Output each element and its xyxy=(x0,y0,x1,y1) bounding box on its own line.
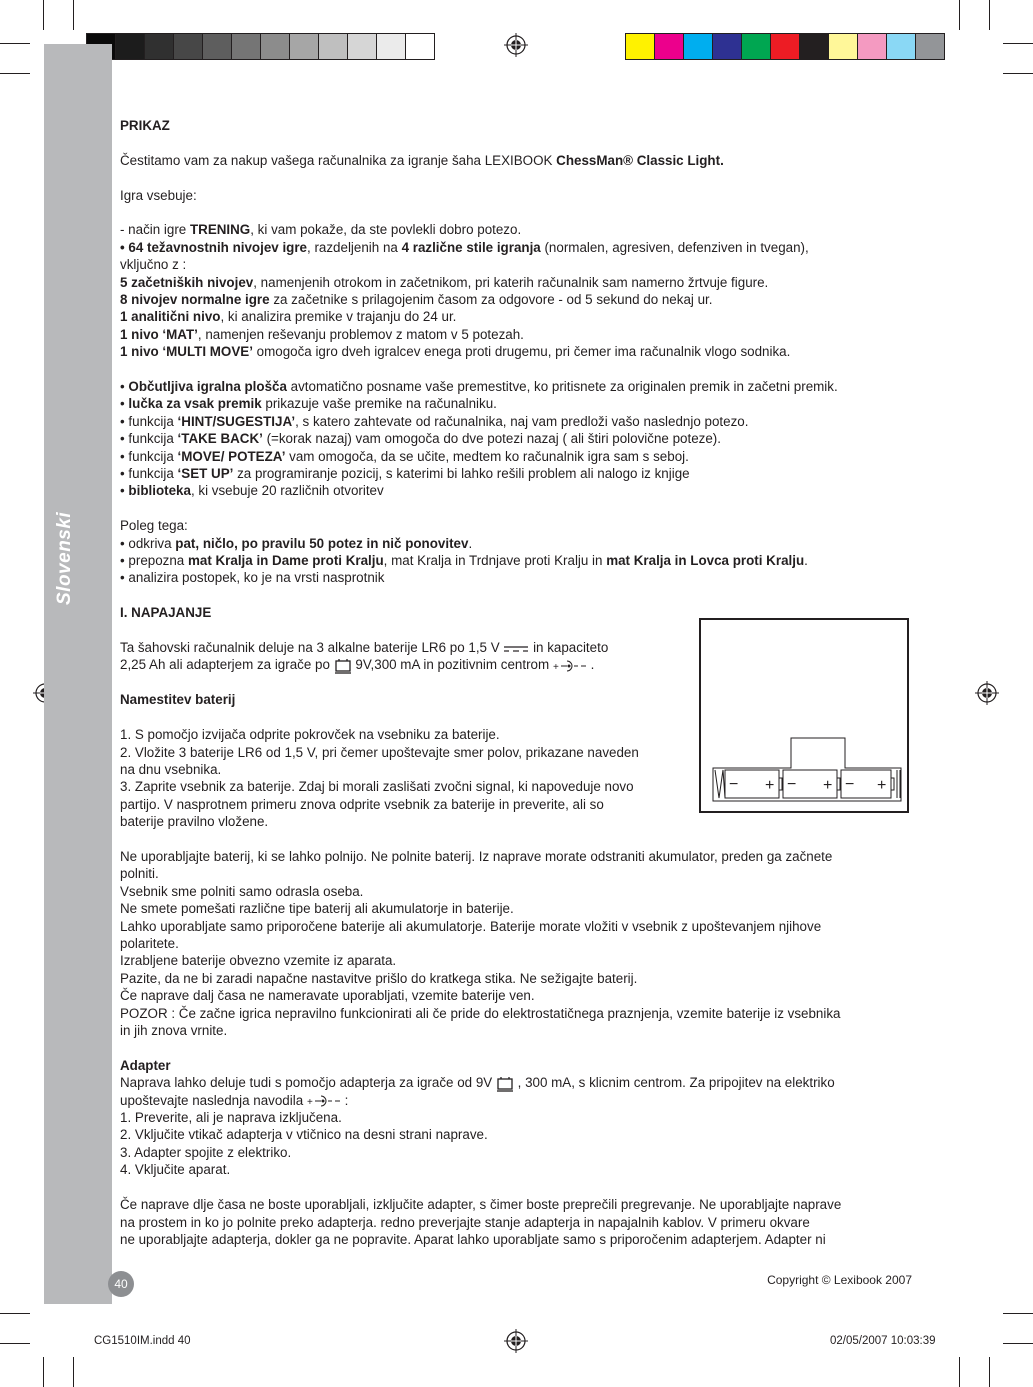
color-swatch xyxy=(886,33,916,60)
feature-line: • funkcija ‘SET UP’ za programiranje pozicij, s katerimi bi lahko rešili problem ali nalogo iz knjige xyxy=(120,466,690,482)
heading-power: I. NAPAJANJE xyxy=(120,605,212,621)
battery-minus-label: − xyxy=(845,776,855,793)
mode-line: 8 nivojev normalne igre za začetnike s prilagojenim časom za odgovore - od 5 sekund do nekaj ur. xyxy=(120,292,713,308)
warning-line: Pazite, da ne bi zaradi napačne nastavitve prišlo do kratkega stika. Ne sežigajte baterij. xyxy=(120,970,638,986)
polarity-icon xyxy=(553,660,587,672)
feature-line: • funkcija ‘TAKE BACK’ (=korak nazaj) vam omogoča do dve potezi nazaj ( ali štiri polovične poteze). xyxy=(120,431,721,447)
mode-line: • 64 težavnostnih nivojev igre, razdeljenih na 4 različne stile igranja (normalen, agresiven, defenziven in tvegan), xyxy=(120,239,809,255)
mode-line: - način igre TRENING, ki vam pokaže, da ste povlekli dobro potezo. xyxy=(120,222,522,238)
crop-mark xyxy=(0,43,30,44)
color-swatch xyxy=(770,33,800,60)
color-swatch xyxy=(625,33,655,60)
mode-line: 5 začetniških nivojev, namenjenih otrokom in začetnikom, pri katerih računalnik sam namerno žrtvuje figure. xyxy=(120,274,769,290)
copyright-notice: Copyright © Lexibook 2007 xyxy=(767,1273,912,1287)
crop-mark xyxy=(1003,73,1033,74)
crop-mark xyxy=(959,1357,960,1387)
feature-line: • biblioteka, ki vsebuje 20 različnih otvoritev xyxy=(120,483,384,499)
color-swatch xyxy=(376,33,406,60)
battery-minus-label: − xyxy=(729,776,739,793)
color-swatch xyxy=(318,33,348,60)
battery-plus-label: + xyxy=(877,777,887,794)
warning-line: polniti. xyxy=(120,866,159,882)
color-swatch xyxy=(347,33,377,60)
adapter-line: Naprava lahko deluje tudi s pomočjo adapterja za igrače od 9V , 300 mA, s klicnim centrom. Za pripojitev na elektriko xyxy=(120,1075,835,1091)
warning-line: Če naprave dalj časa ne nameravate uporabljati, vzemite baterije ven. xyxy=(120,988,535,1004)
file-info: CG1510IM.indd 40 xyxy=(94,1335,191,1347)
intro-paragraph: Čestitamo vam za nakup vašega računalnika za igranje šaha LEXIBOOK ChessMan® Classic Light. xyxy=(120,152,724,168)
battery-plus-label: + xyxy=(823,777,833,794)
feature-line: • funkcija ‘MOVE/ POTEZA’ vam omogoča, da se učite, medtem ko računalnik igra sam s seboj. xyxy=(120,448,689,464)
color-swatch xyxy=(405,33,435,60)
crop-mark xyxy=(0,73,30,74)
warning-line: Ne uporabljajte baterij, ki se lahko polnijo. Ne polnite baterij. Iz naprave morate odstraniti akumulator, preden ga začnete xyxy=(120,848,833,864)
crop-mark xyxy=(73,0,74,30)
color-swatch xyxy=(741,33,771,60)
mode-line: 1 nivo ‘MAT’, namenjen reševanju problemov z matom v 5 potezah. xyxy=(120,326,524,342)
crop-mark xyxy=(43,0,44,30)
install-step: 1. S pomočjo izvijača odprite pokrovček na vsebniku za baterije. xyxy=(120,727,500,743)
closing-line: ne uporabljajte adapterja, dokler ga ne popravite. Aparat lahko uporabljate samo s priporočenim adapterjem. Adapter ni xyxy=(120,1231,826,1247)
color-swatch xyxy=(799,33,829,60)
crop-mark xyxy=(1003,1313,1033,1314)
contents-label: Igra vsebuje: xyxy=(120,187,197,203)
svg-text:+: + xyxy=(306,1097,313,1108)
crop-mark xyxy=(989,0,990,30)
adapter-step: 1. Preverite, ali je naprava izključena. xyxy=(120,1110,342,1126)
battery-illustration xyxy=(701,620,907,811)
color-swatch xyxy=(654,33,684,60)
polarity-icon xyxy=(307,1095,341,1107)
registration-mark-icon xyxy=(504,1329,528,1353)
color-swatch xyxy=(289,33,319,60)
color-swatch xyxy=(260,33,290,60)
color-swatch xyxy=(231,33,261,60)
svg-text:+: + xyxy=(552,661,559,672)
page-number: 40 xyxy=(108,1271,134,1297)
detection-line: • odkriva pat, ničlo, po pravilu 50 potez in nič ponovitev. xyxy=(120,535,473,551)
feature-line: • Občutljiva igralna plošča avtomatično posname vaše premestitve, ko pritisnete za originalen premik in začetni premik. xyxy=(120,379,838,395)
language-sidebar xyxy=(44,44,112,1304)
crop-mark xyxy=(1003,43,1033,44)
crop-mark xyxy=(0,1313,30,1314)
warning-line: Vsebnik sme polniti samo odrasla oseba. xyxy=(120,883,364,899)
color-swatch xyxy=(173,33,203,60)
adapter-step: 2. Vključite vtikač adapterja v vtičnico na desni strani naprave. xyxy=(120,1127,488,1143)
warning-line: Izrabljene baterije obvezno vzemite iz aparata. xyxy=(120,953,397,969)
warning-line: polaritete. xyxy=(120,935,179,951)
feature-line: • funkcija ‘HINT/SUGESTIJA’, s katero zahtevate od računalnika, naj vam predloži vašo naslednjo potezo. xyxy=(120,413,749,429)
heading-install: Namestitev baterij xyxy=(120,692,236,708)
heading-adapter: Adapter xyxy=(120,1057,171,1073)
crop-mark xyxy=(73,1357,74,1387)
crop-mark xyxy=(43,1357,44,1387)
mode-line: 1 analitični nivo, ki analizira premike v trajanju do 24 ur. xyxy=(120,309,457,325)
color-swatch xyxy=(857,33,887,60)
install-step: na dnu vsebnika. xyxy=(120,761,222,777)
date-info: 02/05/2007 10:03:39 xyxy=(830,1335,936,1347)
battery-compartment-diagram xyxy=(699,618,909,813)
install-step: 2. Vložite 3 baterije LR6 od 1,5 V, pri čemer upoštevajte smer polov, prikazane naveden xyxy=(120,744,639,760)
detection-line: • prepozna mat Kralja in Dame proti Kralju, mat Kralja in Trdnjave proti Kralju in mat Kralja in Lovca proti Kralju. xyxy=(120,553,808,569)
color-swatch xyxy=(712,33,742,60)
dc-current-icon xyxy=(503,644,529,654)
heading-prikaz: PRIKAZ xyxy=(120,118,170,133)
install-step: partijo. V nasprotnem primeru znova odprite vsebnik za baterije in preverite, ali so xyxy=(120,796,604,812)
warning-line: Ne smete pomešati različne tipe baterij ali akumulatorje in baterije. xyxy=(120,901,514,917)
color-swatch xyxy=(828,33,858,60)
adapter-step: 4. Vključite aparat. xyxy=(120,1162,231,1178)
power-line: 2,25 Ah ali adapterjem za igrače po 9V,300 mA in pozitivnim centrom + . xyxy=(120,657,595,673)
sidebar-language-label: Slovenski xyxy=(54,511,75,605)
color-swatch xyxy=(683,33,713,60)
warning-line: in jih znova vrnite. xyxy=(120,1023,228,1039)
closing-line: Če naprave dlje časa ne boste uporabljali, izključite adapter, s čimer boste preprečili pregrevanje. Ne uporabljajte naprave xyxy=(120,1197,842,1213)
registration-mark-icon xyxy=(504,33,528,57)
detection-label: Poleg tega: xyxy=(120,518,188,534)
color-swatch xyxy=(115,33,145,60)
install-step: baterije pravilno vložene. xyxy=(120,814,269,830)
detection-line: • analizira postopek, ko je na vrsti nasprotnik xyxy=(120,570,385,586)
warning-line: Lahko uporabljate samo priporočene baterije ali akumulatorje. Baterije morate vložiti v vsebnik z upoštevanjem njihove xyxy=(120,918,822,934)
closing-line: na prostem in ko jo polnite preko adapterja. redno preverjajte stanje adapterja in napajalnih kablov. V primeru okvare xyxy=(120,1214,810,1230)
crop-mark xyxy=(1003,1343,1033,1344)
adapter-step: 3. Adapter spojite z elektriko. xyxy=(120,1144,292,1160)
power-line: Ta šahovski računalnik deluje na 3 alkalne baterije LR6 po 1,5 V in kapaciteto xyxy=(120,640,609,656)
install-step: 3. Zaprite vsebnik za baterije. Zdaj bi morali zaslišati zvočni signal, ki napoveduje novo xyxy=(120,779,634,795)
color-swatch xyxy=(915,33,945,60)
mode-line: 1 nivo ‘MULTI MOVE’ omogoča igro dveh igralcev enega proti drugemu, pri čemer ima računalnik vlogo sodnika. xyxy=(120,344,791,360)
color-swatch xyxy=(144,33,174,60)
crop-mark xyxy=(0,1343,30,1344)
transformer-icon xyxy=(496,1076,514,1092)
warning-line: POZOR : Če začne igrica nepravilno funkcionirati ali če pride do elektrostatičnega praznjenja, vzemite baterije iz vsebnika xyxy=(120,1005,841,1021)
mode-line: vključno z : xyxy=(120,257,187,273)
feature-line: • lučka za vsak premik prikazuje vaše premike na računalniku. xyxy=(120,396,497,412)
transformer-icon xyxy=(334,658,352,674)
adapter-line: upoštevajte naslednja navodila + : xyxy=(120,1092,349,1108)
registration-mark-icon xyxy=(975,681,999,705)
crop-mark xyxy=(959,0,960,30)
color-swatch xyxy=(202,33,232,60)
battery-minus-label: − xyxy=(787,776,797,793)
battery-plus-label: + xyxy=(765,777,775,794)
crop-mark xyxy=(989,1357,990,1387)
